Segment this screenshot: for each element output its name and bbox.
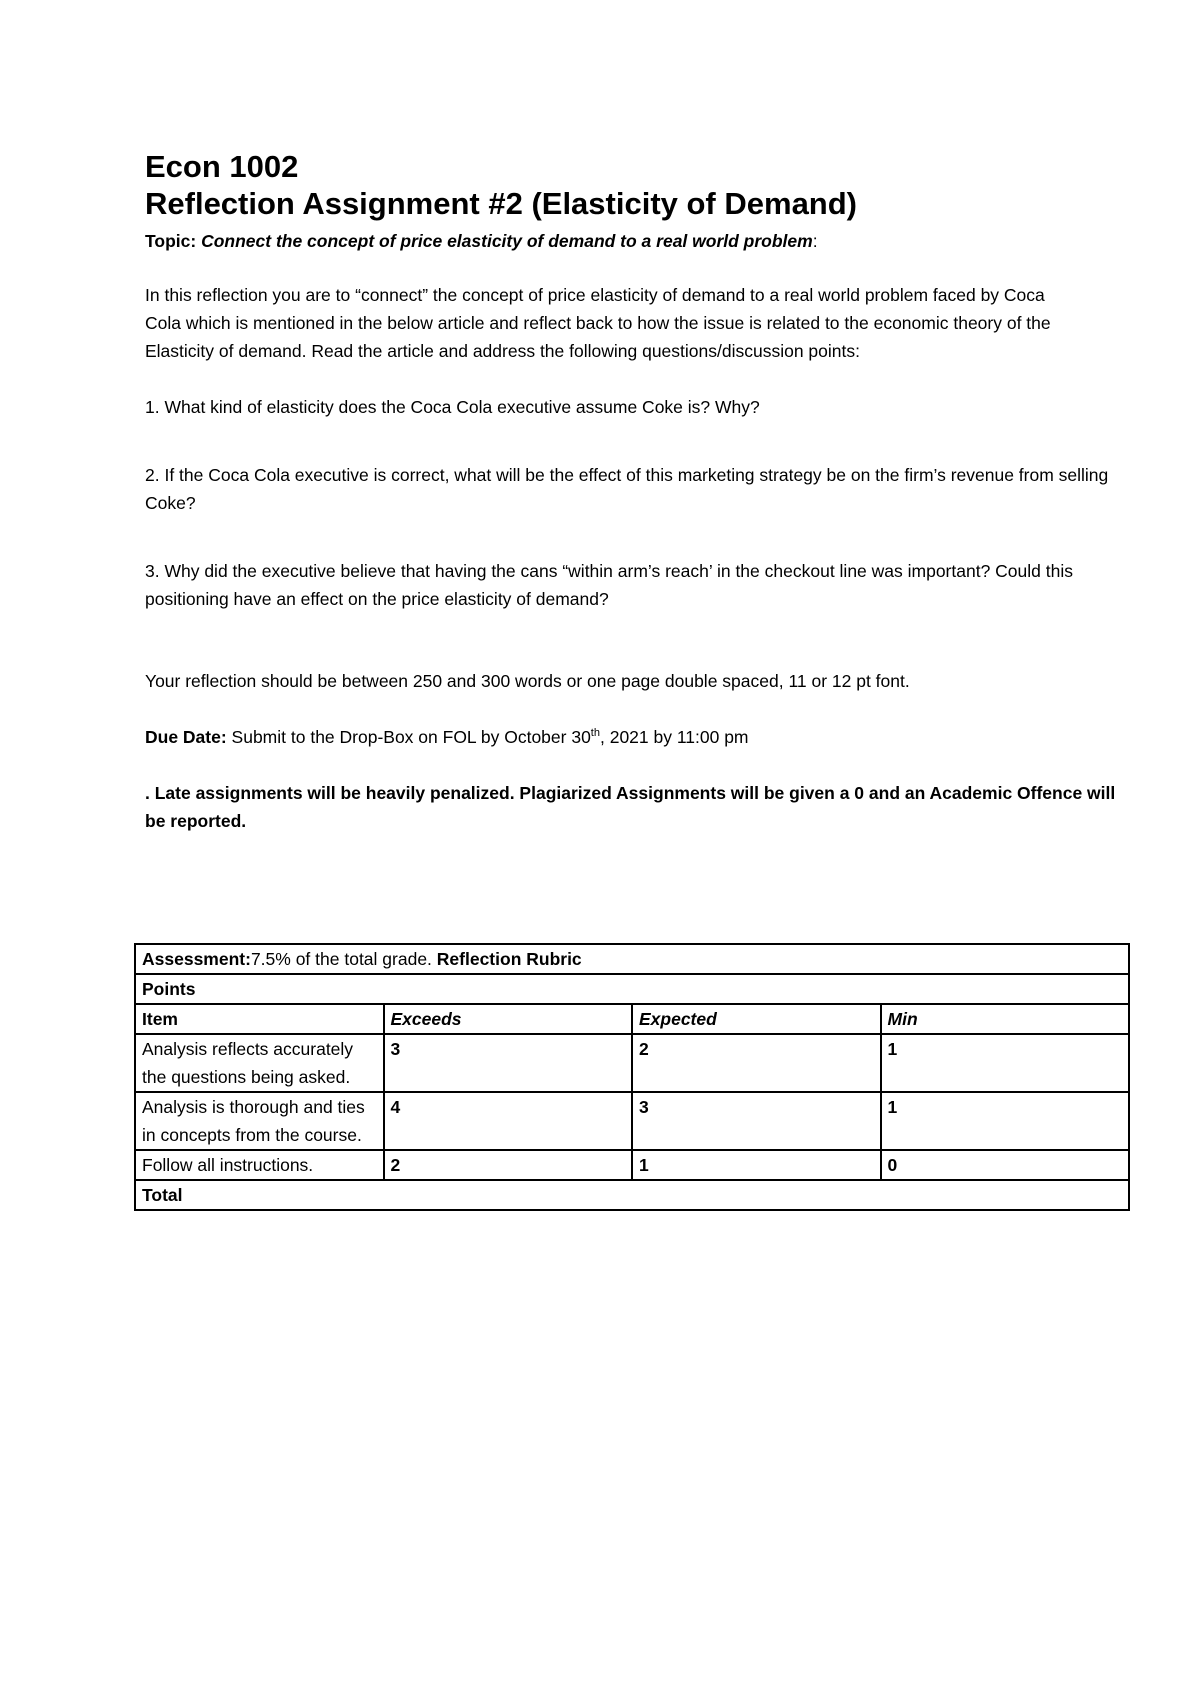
row-expected: 2 (632, 1034, 881, 1092)
rubric-assessment-row (135, 944, 1129, 974)
course-title (145, 148, 1125, 222)
document-page (145, 148, 1125, 835)
due-date-label: Due Date: (145, 727, 227, 747)
assessment-title: Reflection Rubric (431, 949, 582, 969)
due-date-time: , 2021 by 11:00 pm (599, 727, 749, 747)
due-date-superscript: th (590, 727, 600, 740)
header-expected: Expected (632, 1004, 881, 1034)
assessment-label: Assessment: (142, 949, 251, 969)
row-item: Analysis is thorough and ties in concepts from the course. (135, 1092, 384, 1150)
table-row (135, 1092, 1129, 1150)
row-item: Follow all instructions. (135, 1150, 384, 1180)
row-min: 1 (881, 1034, 1130, 1092)
row-item: Analysis reflects accurately the questions being asked. (135, 1034, 384, 1092)
row-exceeds: 2 (384, 1150, 633, 1180)
header-exceeds: Exceeds (384, 1004, 633, 1034)
topic-line (145, 228, 1125, 255)
total-label: Total (135, 1180, 1129, 1210)
row-expected: 1 (632, 1150, 881, 1180)
row-min: 1 (881, 1092, 1130, 1150)
row-min: 0 (881, 1150, 1130, 1180)
word-count-note: Your reflection should be between 250 and 300 words or one page double spaced, 11 or 12 pt font. (145, 671, 910, 691)
late-policy-note: . Late assignments will be heavily penalized. Plagiarized Assignments will be given a 0 and an Academic Offence will be reported. (145, 783, 1116, 831)
row-exceeds: 3 (384, 1034, 633, 1092)
due-date-text: Submit to the Drop-Box on FOL by October 30 (226, 727, 591, 747)
rubric-assessment-cell (135, 944, 1129, 974)
rubric-total-row (135, 1180, 1129, 1210)
question-2: 2. If the Coca Cola executive is correct, what will be the effect of this marketing strategy be on the firm’s revenue from selling Coke? (145, 465, 1109, 513)
assignment-title: Reflection Assignment #2 (Elasticity of Demand) (145, 186, 858, 221)
row-exceeds: 4 (384, 1092, 633, 1150)
row-expected: 3 (632, 1092, 881, 1150)
course-code: Econ 1002 (145, 149, 299, 184)
due-date-line (145, 723, 1125, 751)
intro-paragraph: In this reflection you are to “connect” the concept of price elasticity of demand to a real world problem faced by Coca Cola which is mentioned in the below article and reflect back to how the issue is related to the economic theory of the Elasticity of demand. Read the article and address the following questions/discussion points: (145, 285, 1051, 361)
rubric-table (134, 943, 1130, 1211)
assessment-value: 7.5% of the total grade. (250, 949, 432, 969)
table-row (135, 1034, 1129, 1092)
question-3: 3. Why did the executive believe that having the cans “within arm’s reach’ in the checkout line was important? Could this positioning have an effect on the price elasticity of demand? (145, 561, 1073, 609)
topic-text: Connect the concept of price elasticity of demand to a real world problem (201, 231, 813, 251)
points-label: Points (135, 974, 1129, 1004)
header-min: Min (881, 1004, 1130, 1034)
topic-label: Topic: (145, 231, 197, 251)
question-1: 1. What kind of elasticity does the Coca Cola executive assume Coke is? Why? (145, 397, 760, 417)
topic-trail: : (812, 231, 818, 251)
table-row (135, 1150, 1129, 1180)
rubric-points-row (135, 974, 1129, 1004)
header-item: Item (135, 1004, 384, 1034)
rubric-header-row (135, 1004, 1129, 1034)
